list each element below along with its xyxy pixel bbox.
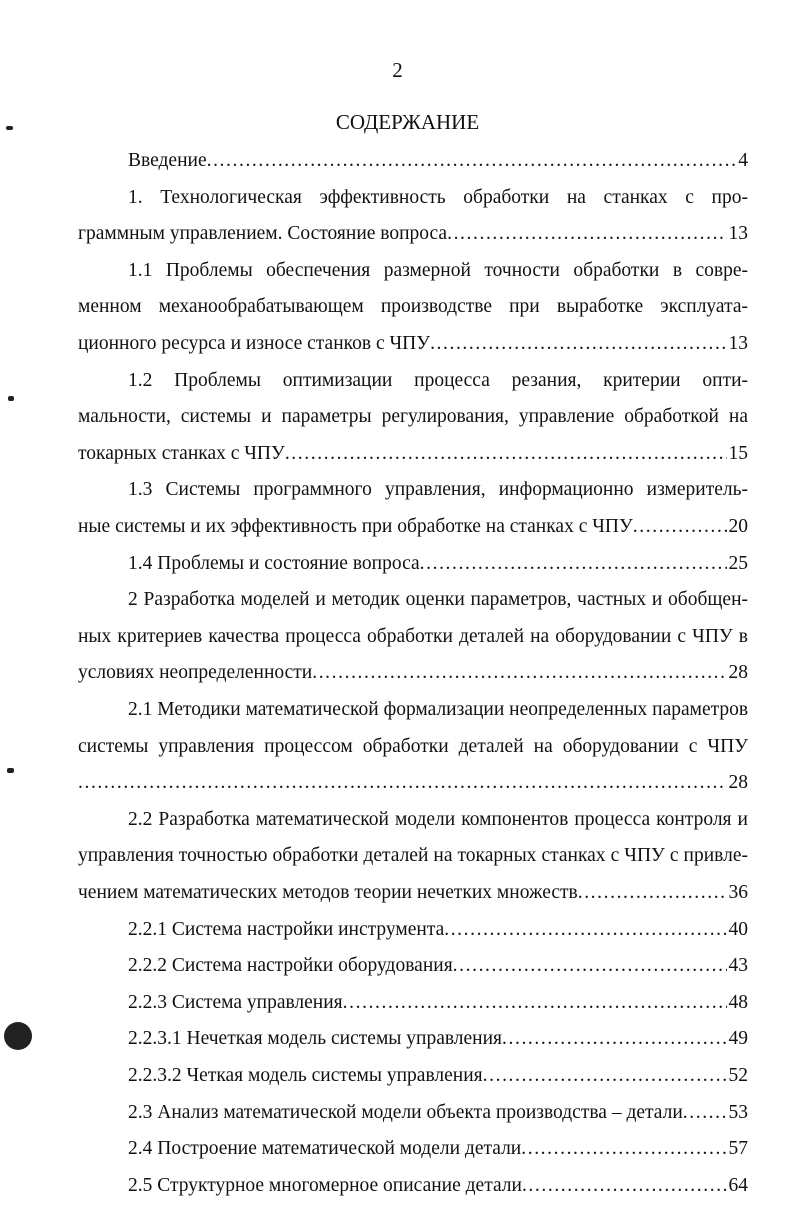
toc-page-number: 28 [728, 662, 748, 684]
toc-leader-dots [502, 1024, 726, 1054]
toc-page-number: 49 [728, 1028, 748, 1050]
toc-leader-dots [420, 549, 727, 579]
toc-page-number: 15 [728, 442, 748, 464]
toc-line: ных критериев качества процесса обработки деталей на оборудовании с ЧПУ в [78, 625, 748, 647]
toc-leader-dots [633, 512, 727, 542]
toc-page-number: 13 [728, 223, 748, 245]
toc-leader-dots [285, 439, 727, 469]
toc-entry-title: 2.3 Анализ математической модели объекта производства – детали [128, 1101, 683, 1123]
toc-page-number: 4 [738, 150, 748, 171]
toc-entry-title: граммным управлением. Состояние вопроса [78, 223, 448, 245]
toc-entry-title: 2.2.2 Система настройки оборудования [128, 955, 453, 977]
toc-entry-title: токарных станках с ЧПУ [78, 442, 285, 464]
toc-leader-dots [430, 329, 726, 359]
toc-page-number: 48 [728, 991, 748, 1013]
toc-heading: СОДЕРЖАНИЕ [335, 110, 480, 134]
toc-entry-title: 2.4 Построение математической модели детали [128, 1138, 522, 1160]
toc-leader-dots [78, 768, 727, 798]
scan-mark [8, 396, 14, 401]
toc-page-number: 64 [728, 1174, 748, 1196]
toc-line: системы управления процессом обработки деталей на оборудовании с ЧПУ [78, 735, 748, 757]
toc-entry-title: 2.2.3.1 Нечеткая модель системы управления [128, 1028, 503, 1050]
toc-page-number: 20 [728, 516, 748, 537]
toc-page-number: 57 [728, 1138, 748, 1160]
toc-page-number: 13 [728, 333, 748, 354]
toc-line: мальности, системы и параметры регулирования, управление обработкой на [78, 406, 748, 428]
toc-line: 1. Технологическая эффективность обработки на станках с про- [128, 186, 748, 208]
toc-leader-dots [444, 915, 726, 945]
toc-page-number: 40 [728, 918, 748, 940]
toc-leader-dots [447, 219, 726, 249]
page-number: 2 [392, 58, 403, 82]
toc-leader-dots [522, 1171, 727, 1201]
toc-page-number: 28 [728, 772, 748, 794]
toc-line: 2 Разработка моделей и методик оценки параметров, частных и обобщен- [128, 589, 748, 611]
toc-entry-title: 2.2.3 Система управления [128, 991, 343, 1013]
toc-entry-title: Введение [128, 150, 207, 171]
toc-leader-dots [207, 146, 737, 176]
toc-entry-title: 2.2.3.2 Четкая модель системы управления [128, 1065, 483, 1086]
toc-line: менном механообрабатывающем производстве при выработке эксплуата- [78, 296, 748, 318]
toc-leader-dots [453, 951, 727, 981]
toc-line: 1.3 Системы программного управления, информационно измеритель- [128, 479, 748, 501]
toc-entry-title: 2.2.1 Система настройки инструмента [128, 918, 445, 940]
scan-hole [4, 1022, 32, 1050]
toc-page-number: 36 [728, 882, 748, 903]
toc-leader-dots [578, 878, 727, 908]
scan-mark [6, 126, 13, 130]
toc-leader-dots [483, 1061, 727, 1091]
toc-line: 1.1 Проблемы обеспечения размерной точности обработки в совре- [128, 259, 748, 281]
toc-entry-title: 1.4 Проблемы и состояние вопроса [128, 552, 420, 574]
toc-entry-title: ционного ресурса и износе станков с ЧПУ [78, 333, 431, 354]
toc-leader-dots [343, 988, 727, 1018]
scan-mark [7, 768, 14, 773]
toc-leader-dots [521, 1134, 726, 1164]
toc-entry-title: 2.5 Структурное многомерное описание детали [128, 1174, 522, 1196]
toc-leader-dots [312, 658, 726, 688]
toc-entry-title: ные системы и их эффективность при обработке на станках с ЧПУ [78, 516, 633, 537]
toc-line: 2.2 Разработка математической модели компонентов процесса контроля и [128, 808, 748, 830]
toc-page-number: 52 [728, 1065, 748, 1086]
toc-line: 1.2 Проблемы оптимизации процесса резания, критерии опти- [128, 369, 748, 391]
toc-page-number: 53 [728, 1101, 748, 1123]
toc-page-number: 25 [728, 552, 748, 574]
toc-leader-dots [683, 1098, 727, 1128]
toc-line: 2.1 Методики математической формализации неопределенных параметров [128, 699, 748, 720]
toc-entry-title: условиях неопределенности [78, 662, 313, 684]
toc-page-number: 43 [728, 955, 748, 977]
toc-entry-title: чением математических методов теории нечетких множеств [78, 882, 578, 903]
toc-line: управления точностью обработки деталей на токарных станках с ЧПУ с привле- [78, 845, 748, 867]
